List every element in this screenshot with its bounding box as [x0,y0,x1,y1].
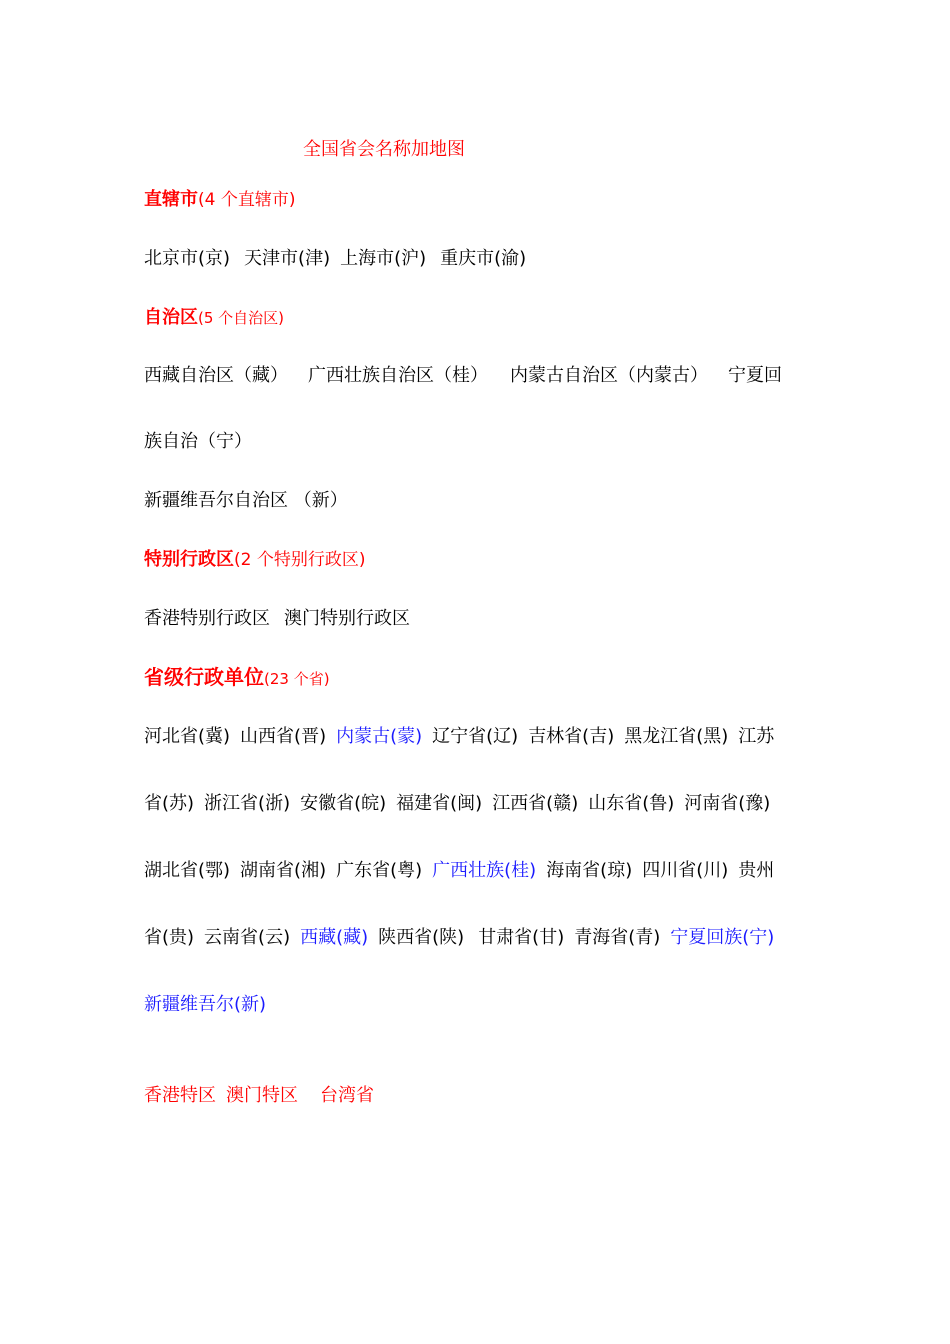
sars-heading-note: (2 个特别行政区) [234,550,366,570]
list-item: 新疆维吾尔(新) [144,994,267,1015]
provinces-heading-note: (23 个省) [264,670,330,688]
sars-heading-label: 特别行政区 [144,549,234,570]
list-item: 黑龙江省(黑) [624,726,729,747]
list-item: 内蒙古自治区（内蒙古） [510,365,708,386]
list-item: 江西省(赣) [492,793,579,814]
municipalities-heading-label: 直辖市 [144,189,198,210]
provinces-row-1 [144,725,774,749]
provinces-row-5 [144,993,266,1017]
autonomous-regions-heading-label: 自治区 [144,307,198,328]
list-item: 香港特别行政区 [144,608,270,629]
list-item: 省(贵) [144,927,195,948]
municipalities-heading [144,188,295,212]
autonomous-regions-list-row-2 [144,430,252,454]
list-item: 福建省(闽) [396,793,483,814]
list-item: 内蒙古(蒙) [336,726,423,747]
list-item: 陕西省(陕) [378,927,465,948]
list-item: 宁夏回 [728,365,782,386]
list-item: 天津市(津) [244,248,331,269]
list-item: 广东省(粤) [336,860,423,881]
list-item: 浙江省(浙) [204,793,291,814]
list-item: 吉林省(吉) [528,726,615,747]
list-item: 上海市(沪) [340,248,427,269]
list-item: 北京市(京) [144,248,231,269]
list-item: 西藏(藏) [300,927,369,948]
list-item: 甘肃省(甘) [478,927,565,948]
municipalities-list [144,247,526,271]
provinces-heading-label: 省级行政单位 [144,665,264,689]
autonomous-regions-list-row-3 [144,489,348,513]
list-item: 重庆市(渝) [440,248,527,269]
list-item: 湖北省(鄂) [144,860,231,881]
list-item: 山西省(晋) [240,726,327,747]
special-regions-list [144,1084,374,1108]
list-item: 青海省(青) [574,927,661,948]
list-item: 澳门特区 [226,1085,298,1106]
autonomous-regions-heading-note: (5 个自治区) [198,309,285,327]
list-item: 安徽省(皖) [300,793,387,814]
list-item: 新疆维吾尔自治区 （新） [144,490,348,511]
provinces-row-2 [144,792,770,816]
provinces-heading [144,665,330,691]
list-item: 河北省(冀) [144,726,231,747]
list-item: 澳门特别行政区 [284,608,410,629]
sars-heading [144,548,365,572]
provinces-row-3 [144,859,774,883]
list-item: 湖南省(湘) [240,860,327,881]
provinces-row-4 [144,926,774,950]
autonomous-regions-heading [144,306,284,330]
municipalities-heading-note: (4 个直辖市) [198,190,296,210]
list-item: 云南省(云) [204,927,291,948]
list-item: 河南省(豫) [684,793,771,814]
list-item: 广西壮族(桂) [432,860,537,881]
list-item: 西藏自治区（藏） [144,365,288,386]
list-item: 山东省(鲁) [588,793,675,814]
list-item: 台湾省 [320,1085,374,1106]
page-title: 全国省会名称加地图 [303,139,465,160]
autonomous-regions-list-row-1 [144,364,782,388]
list-item: 四川省(川) [642,860,729,881]
sars-list [144,607,410,631]
list-item: 江苏 [738,726,775,747]
list-item: 辽宁省(辽) [432,726,519,747]
list-item: 海南省(琼) [546,860,633,881]
list-item: 广西壮族自治区（桂） [308,365,488,386]
list-item: 省(苏) [144,793,195,814]
list-item: 香港特区 [144,1085,216,1106]
list-item: 宁夏回族(宁) [670,927,775,948]
list-item: 族自治（宁） [144,431,252,452]
list-item: 贵州 [738,860,775,881]
